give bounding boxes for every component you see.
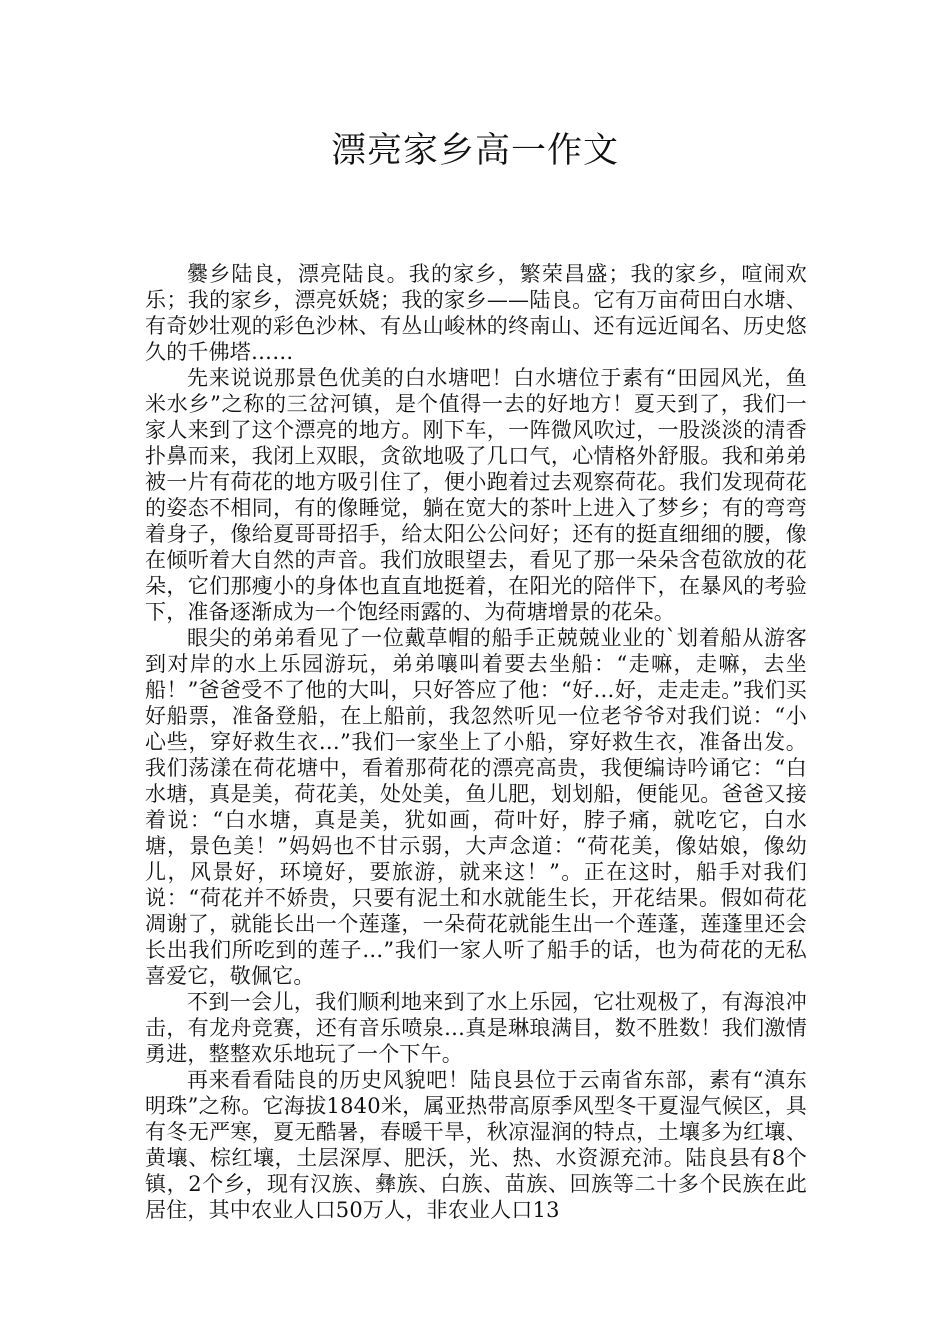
paragraph-1: 爨乡陆良，漂亮陆良。我的家乡，繁荣昌盛；我的家乡，喧闹欢乐；我的家乡，漂亮妖娆；我的家乡——陆良。它有万亩荷田白水塘、有奇妙壮观的彩色沙林、有丛山峻林的终南山、还有远近闻名、历史悠久的千佛塔……	[145, 262, 807, 364]
paragraph-2: 先来说说那景色优美的白水塘吧！白水塘位于素有“田园风光，鱼米水乡”之称的三岔河镇，是个值得一去的好地方！夏天到了，我们一家人来到了这个漂亮的地方。刚下车，一阵微风吹过，一股淡淡的清香扑鼻而来，我闭上双眼，贪欲地吸了几口气，心情格外舒服。我和弟弟被一片有荷花的地方吸引住了，便小跑着过去观察荷花。我们发现荷花的姿态不相同，有的像睡觉，躺在宽大的茶叶上进入了梦乡；有的弯弯着身子，像给夏哥哥招手，给太阳公公问好；还有的挺直细细的腰，像在倾听着大自然的声音。我们放眼望去，看见了那一朵朵含苞欲放的花朵，它们那瘦小的身体也直直地挺着，在阳光的陪伴下，在暴风的考验下，准备逐渐成为一个饱经雨露的、为荷塘增景的花朵。	[145, 366, 807, 624]
document-body	[145, 261, 807, 1223]
document-title: 漂亮家乡高一作文	[330, 131, 619, 171]
paragraph-5: 再来看看陆良的历史风貌吧！陆良县位于云南省东部，素有“滇东明珠”之称。它海拔1840米，属亚热带高原季风型冬干夏湿气候区，具有冬无严寒，夏无酷暑，春暖干旱，秋凉湿润的特点，土壤多为红壤、黄壤、棕红壤，土层深厚、肥沃，光、热、水资源充沛。陆良县有8个镇，2个乡，现有汉族、彝族、白族、苗族、回族等二十多个民族在此居住，其中农业人口50万人，非农业人口13	[145, 1068, 807, 1222]
paragraph-3: 眼尖的弟弟看见了一位戴草帽的船手正兢兢业业的`划着船从游客到对岸的水上乐园游玩，弟弟嚷叫着要去坐船：“走嘛，走嘛，去坐船！”爸爸受不了他的大叫，只好答应了他：“好…好，走走走。”我们买好船票，准备登船，在上船前，我忽然听见一位老爷爷对我们说：“小心些，穿好救生衣…”我们一家坐上了小船，穿好救生衣，准备出发。我们荡漾在荷花塘中，看着那荷花的漂亮高贵，我便编诗吟诵它：“白水塘，真是美，荷花美，处处美，鱼儿肥，划划船，便能见。爸爸又接着说：“白水塘，真是美，犹如画，荷叶好，脖子痛，就吃它，白水塘，景色美！”妈妈也不甘示弱，大声念道：“荷花美，像姑娘，像幼儿，风景好，环境好，要旅游，就来这！”。正在这时，船手对我们说：“荷花并不娇贵，只要有泥土和水就能生长，开花结果。假如荷花凋谢了，就能长出一个莲蓬，一朵荷花就能生出一个莲蓬，莲蓬里还会长出我们所吃到的莲子…”我们一家人听了船手的话，也为荷花的无私喜爱它，敬佩它。	[145, 626, 807, 988]
paragraph-4: 不到一会儿，我们顺利地来到了水上乐园，它壮观极了，有海浪冲击，有龙舟竞赛，还有音乐喷泉…真是琳琅满目，数不胜数！我们激情勇进，整整欢乐地玩了一个下午。	[145, 990, 807, 1066]
